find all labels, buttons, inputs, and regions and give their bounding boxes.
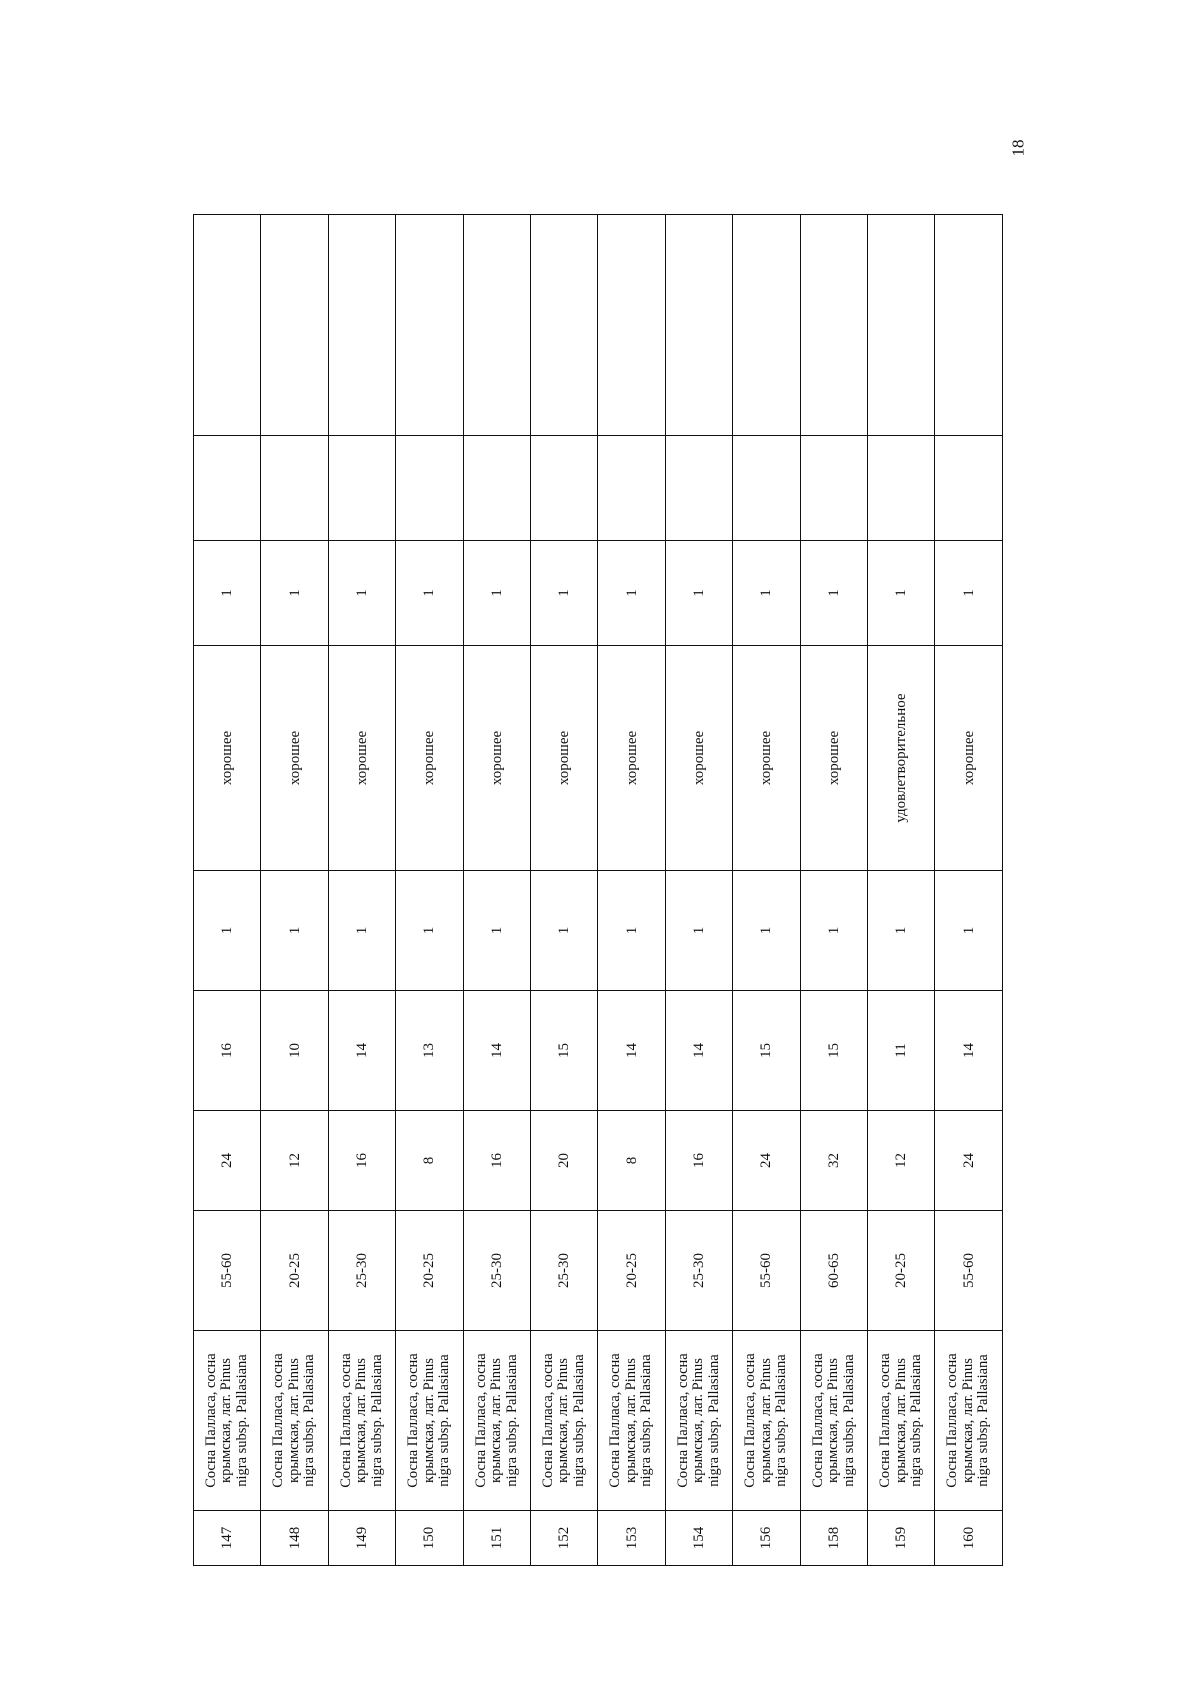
cell-height: 16 [194, 991, 261, 1111]
cell-species [261, 1331, 328, 1511]
cell-count: 1 [194, 871, 261, 991]
cell-species [665, 1331, 732, 1511]
cell-empty-1 [194, 436, 261, 541]
cell-height: 11 [868, 991, 935, 1111]
cell-condition: хорошее [598, 646, 665, 871]
rotated-table-container [193, 215, 1003, 1566]
cell-count: 1 [598, 871, 665, 991]
species-line: крымская, лат. Pinus [555, 1358, 572, 1483]
cell-count-secondary: 1 [328, 541, 395, 646]
species-line: nigra subsp. Pallasiana [840, 1354, 857, 1487]
table-wrapper [193, 215, 1003, 1566]
cell-diameter: 20 [531, 1111, 598, 1211]
cell-count-secondary: 1 [463, 541, 530, 646]
cell-empty-2 [800, 215, 867, 436]
cell-number: 147 [194, 1511, 261, 1566]
cell-empty-1 [261, 436, 328, 541]
cell-species [598, 1331, 665, 1511]
cell-condition: хорошее [261, 646, 328, 871]
cell-diameter: 8 [598, 1111, 665, 1211]
species-line: nigra subsp. Pallasiana [773, 1354, 790, 1487]
table-row [194, 215, 261, 1566]
species-line: Сосна Палласа, сосна [405, 1353, 422, 1488]
cell-number: 150 [396, 1511, 463, 1566]
cell-count: 1 [463, 871, 530, 991]
cell-empty-2 [261, 215, 328, 436]
cell-species [463, 1331, 530, 1511]
cell-condition: хорошее [935, 646, 1003, 871]
species-line: nigra subsp. Pallasiana [705, 1354, 722, 1487]
cell-empty-1 [800, 436, 867, 541]
cell-age: 20-25 [396, 1211, 463, 1331]
table-row [665, 215, 732, 1566]
cell-height: 15 [800, 991, 867, 1111]
cell-age: 25-30 [463, 1211, 530, 1331]
cell-empty-2 [328, 215, 395, 436]
cell-number: 153 [598, 1511, 665, 1566]
cell-count-secondary: 1 [800, 541, 867, 646]
species-line: Сосна Палласа, сосна [472, 1353, 489, 1488]
species-line: nigra subsp. Pallasiana [638, 1354, 655, 1487]
cell-empty-1 [733, 436, 800, 541]
cell-diameter: 12 [868, 1111, 935, 1211]
table-row [463, 215, 530, 1566]
cell-condition: хорошее [194, 646, 261, 871]
species-line: крымская, лат. Pinus [420, 1358, 437, 1483]
cell-diameter: 16 [463, 1111, 530, 1211]
species-line: Сосна Палласа, сосна [539, 1353, 556, 1488]
cell-empty-2 [598, 215, 665, 436]
cell-empty-2 [463, 215, 530, 436]
table-body [194, 215, 1003, 1566]
cell-count-secondary: 1 [935, 541, 1003, 646]
cell-count: 1 [261, 871, 328, 991]
cell-condition: хорошее [733, 646, 800, 871]
table-row [733, 215, 800, 1566]
cell-empty-2 [665, 215, 732, 436]
cell-age: 60-65 [800, 1211, 867, 1331]
species-line: Сосна Палласа, сосна [944, 1353, 961, 1488]
cell-count: 1 [328, 871, 395, 991]
species-line: nigra subsp. Pallasiana [368, 1354, 385, 1487]
species-line: nigra subsp. Pallasiana [436, 1354, 453, 1487]
page-number: 18 [1008, 139, 1028, 157]
cell-number: 159 [868, 1511, 935, 1566]
species-line: Сосна Палласа, сосна [877, 1353, 894, 1488]
cell-condition: хорошее [531, 646, 598, 871]
cell-diameter: 16 [665, 1111, 732, 1211]
cell-diameter: 16 [328, 1111, 395, 1211]
species-line: nigra subsp. Pallasiana [233, 1354, 250, 1487]
cell-count: 1 [935, 871, 1003, 991]
cell-species [328, 1331, 395, 1511]
cell-diameter: 12 [261, 1111, 328, 1211]
species-line: крымская, лат. Pinus [353, 1358, 370, 1483]
species-line: nigra subsp. Pallasiana [570, 1354, 587, 1487]
cell-count-secondary: 1 [868, 541, 935, 646]
cell-empty-1 [396, 436, 463, 541]
cell-count: 1 [665, 871, 732, 991]
cell-age: 25-30 [531, 1211, 598, 1331]
cell-empty-2 [935, 215, 1003, 436]
species-line: крымская, лат. Pinus [757, 1358, 774, 1483]
species-line: крымская, лат. Pinus [218, 1358, 235, 1483]
cell-number: 154 [665, 1511, 732, 1566]
species-line: Сосна Палласа, сосна [202, 1353, 219, 1488]
cell-count-secondary: 1 [396, 541, 463, 646]
cell-empty-2 [194, 215, 261, 436]
table-row [531, 215, 598, 1566]
species-line: Сосна Палласа, сосна [337, 1353, 354, 1488]
species-line: Сосна Палласа, сосна [809, 1353, 826, 1488]
cell-empty-1 [328, 436, 395, 541]
table-row [800, 215, 867, 1566]
cell-diameter: 24 [194, 1111, 261, 1211]
cell-empty-1 [463, 436, 530, 541]
cell-condition: хорошее [463, 646, 530, 871]
cell-count-secondary: 1 [665, 541, 732, 646]
cell-species [396, 1331, 463, 1511]
cell-count: 1 [531, 871, 598, 991]
cell-age: 55-60 [194, 1211, 261, 1331]
species-line: nigra subsp. Pallasiana [503, 1354, 520, 1487]
cell-diameter: 8 [396, 1111, 463, 1211]
cell-height: 10 [261, 991, 328, 1111]
cell-number: 151 [463, 1511, 530, 1566]
species-line: крымская, лат. Pinus [825, 1358, 842, 1483]
cell-number: 160 [935, 1511, 1003, 1566]
cell-number: 158 [800, 1511, 867, 1566]
species-line: Сосна Палласа, сосна [270, 1353, 287, 1488]
species-line: Сосна Палласа, сосна [607, 1353, 624, 1488]
cell-species [531, 1331, 598, 1511]
cell-condition: хорошее [396, 646, 463, 871]
cell-empty-2 [531, 215, 598, 436]
cell-count-secondary: 1 [598, 541, 665, 646]
cell-height: 14 [665, 991, 732, 1111]
cell-condition: хорошее [800, 646, 867, 871]
cell-height: 14 [463, 991, 530, 1111]
cell-age: 25-30 [328, 1211, 395, 1331]
cell-count-secondary: 1 [531, 541, 598, 646]
cell-number: 156 [733, 1511, 800, 1566]
table-row [261, 215, 328, 1566]
cell-age: 25-30 [665, 1211, 732, 1331]
species-line: крымская, лат. Pinus [488, 1358, 505, 1483]
species-line: крымская, лат. Pinus [690, 1358, 707, 1483]
cell-age: 55-60 [733, 1211, 800, 1331]
cell-empty-1 [531, 436, 598, 541]
cell-condition: удовлетворительное [868, 646, 935, 871]
cell-height: 13 [396, 991, 463, 1111]
cell-empty-2 [396, 215, 463, 436]
cell-height: 15 [733, 991, 800, 1111]
cell-count: 1 [733, 871, 800, 991]
cell-empty-1 [665, 436, 732, 541]
table-row [868, 215, 935, 1566]
tree-inventory-table [193, 214, 1003, 1566]
cell-condition: хорошее [328, 646, 395, 871]
cell-count-secondary: 1 [261, 541, 328, 646]
cell-number: 152 [531, 1511, 598, 1566]
cell-count-secondary: 1 [194, 541, 261, 646]
cell-count: 1 [800, 871, 867, 991]
species-line: nigra subsp. Pallasiana [975, 1354, 992, 1487]
table-row [396, 215, 463, 1566]
cell-diameter: 24 [935, 1111, 1003, 1211]
species-line: крымская, лат. Pinus [959, 1358, 976, 1483]
cell-number: 149 [328, 1511, 395, 1566]
species-line: Сосна Палласа, сосна [674, 1353, 691, 1488]
cell-species [868, 1331, 935, 1511]
cell-count-secondary: 1 [733, 541, 800, 646]
cell-condition: хорошее [665, 646, 732, 871]
cell-height: 14 [935, 991, 1003, 1111]
cell-empty-1 [868, 436, 935, 541]
cell-count: 1 [396, 871, 463, 991]
species-line: nigra subsp. Pallasiana [301, 1354, 318, 1487]
cell-species [194, 1331, 261, 1511]
table-row [598, 215, 665, 1566]
species-line: крымская, лат. Pinus [622, 1358, 639, 1483]
cell-height: 14 [598, 991, 665, 1111]
cell-empty-2 [733, 215, 800, 436]
species-line: nigra subsp. Pallasiana [908, 1354, 925, 1487]
cell-empty-1 [935, 436, 1003, 541]
species-line: крымская, лат. Pinus [285, 1358, 302, 1483]
cell-age: 55-60 [935, 1211, 1003, 1331]
cell-diameter: 24 [733, 1111, 800, 1211]
cell-age: 20-25 [598, 1211, 665, 1331]
table-row [935, 215, 1003, 1566]
cell-count: 1 [868, 871, 935, 991]
species-line: Сосна Палласа, сосна [742, 1353, 759, 1488]
species-line: крымская, лат. Pinus [892, 1358, 909, 1483]
cell-height: 15 [531, 991, 598, 1111]
cell-number: 148 [261, 1511, 328, 1566]
table-row [328, 215, 395, 1566]
cell-age: 20-25 [261, 1211, 328, 1331]
cell-diameter: 32 [800, 1111, 867, 1211]
cell-height: 14 [328, 991, 395, 1111]
cell-species [733, 1331, 800, 1511]
cell-empty-2 [868, 215, 935, 436]
cell-species [935, 1331, 1003, 1511]
cell-age: 20-25 [868, 1211, 935, 1331]
cell-empty-1 [598, 436, 665, 541]
cell-species [800, 1331, 867, 1511]
